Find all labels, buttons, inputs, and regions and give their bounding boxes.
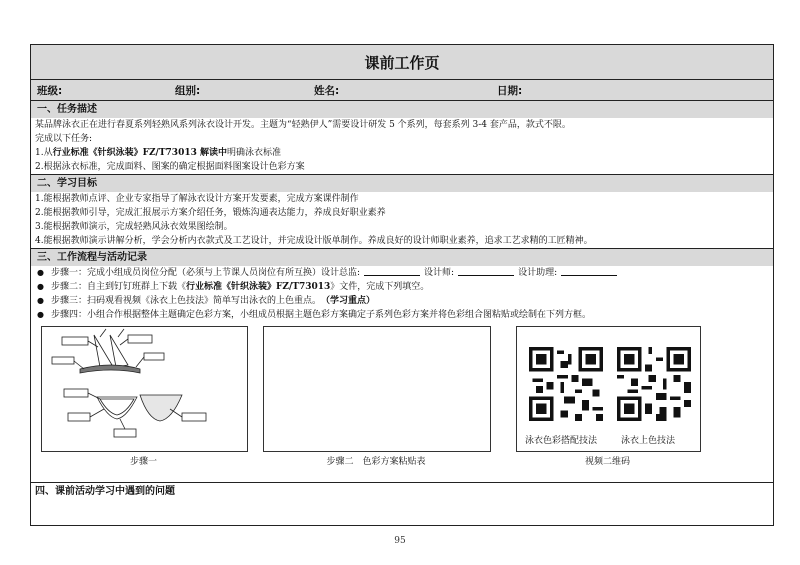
learning-goals-section <box>31 175 773 249</box>
group-label: 组别: <box>175 85 201 97</box>
caption-step2: 步骤二 色彩方案粘贴表 <box>326 457 426 467</box>
worksheet-table <box>30 44 774 526</box>
workflow-section <box>31 249 773 483</box>
section-heading: 三、工作流程与活动记录 <box>31 249 773 266</box>
worksheet-title: 课前工作页 <box>31 45 773 80</box>
page-number: 95 <box>394 536 406 546</box>
section-heading: 四、课前活动学习中遇到的问题 <box>35 486 175 497</box>
step-3: ● 步骤三：扫码观看视频《泳衣上色技法》简单写出泳衣的上色重点。 （学习重点） <box>37 296 376 306</box>
step-4: ● 步骤四：小组合作根据整体主题确定色彩方案，小组成员根据主题色彩方案确定子系列色彩方案并将色彩组合图粘贴或绘制在下列方框。 <box>37 310 592 320</box>
qr-code-icon[interactable] <box>617 347 691 421</box>
step-2: ● 步骤二：自主到钉钉班群上下载《 行业标准《针织泳装》FZ/T73013 》文件，完成下列填空。 <box>37 282 430 292</box>
qr-label-2: 泳衣上色技法 <box>621 436 676 446</box>
goal-item: 1.能根据教师点评、企业专家指导了解泳衣设计方案开发要素，完成方案课件制作 <box>35 194 359 204</box>
name-label: 姓名: <box>314 85 340 97</box>
step1-sketch-box <box>41 326 248 452</box>
info-row <box>31 80 773 101</box>
color-scheme-paste-box[interactable] <box>263 326 491 452</box>
task-item-2: 2.根据泳衣标准，完成面料、图案的确定根据面料图案设计色彩方案 <box>35 162 305 172</box>
goal-item: 2.能根据教师引导，完成汇报展示方案介绍任务，锻炼沟通表达能力，养成良好职业素养 <box>35 208 386 218</box>
assistant-blank[interactable] <box>561 266 617 276</box>
goal-item: 3.能根据教师演示，完成轻熟风泳衣效果图绘制。 <box>35 222 233 232</box>
director-blank[interactable] <box>364 266 420 276</box>
swimsuit-sketch-icon <box>42 327 247 451</box>
activity-boxes <box>31 322 773 482</box>
section-heading: 一、任务描述 <box>31 101 773 118</box>
step-1: ● 步骤一：完成小组成员岗位分配（必须与上节课人员岗位有所互换）设计总监: 设计师: 设计助理: <box>31 266 773 280</box>
goal-item: 4.能根据教师演示讲解分析，学会分析内衣款式及工艺设计，并完成设计版单制作。养成良好的设计师职业素养，追求工艺求精的工匠精神。 <box>35 236 593 246</box>
qr-code-icon[interactable] <box>529 347 603 421</box>
caption-step1: 步骤一 <box>129 457 157 467</box>
task-line: 完成以下任务: <box>35 134 93 144</box>
designer-blank[interactable] <box>458 266 514 276</box>
section-heading: 二、学习目标 <box>31 175 773 192</box>
qr-code-box <box>516 326 701 452</box>
problems-section <box>31 483 773 525</box>
task-item-1: 1.从行业标准《针织泳装》FZ/T73013 解读中明确泳衣标准 <box>35 148 281 158</box>
caption-qr: 视频二维码 <box>584 457 630 467</box>
task-line: 某品牌泳衣正在进行春夏系列轻熟风系列泳衣设计开发。主题为“轻熟伊人”需要设计研发 5 个系列，每套系列 3-4 套产品，款式不限。 <box>35 120 571 130</box>
date-label: 日期: <box>497 85 523 97</box>
task-description-section <box>31 101 773 175</box>
qr-label-1: 泳衣色彩搭配技法 <box>525 436 598 446</box>
class-label: 班级: <box>37 85 63 97</box>
